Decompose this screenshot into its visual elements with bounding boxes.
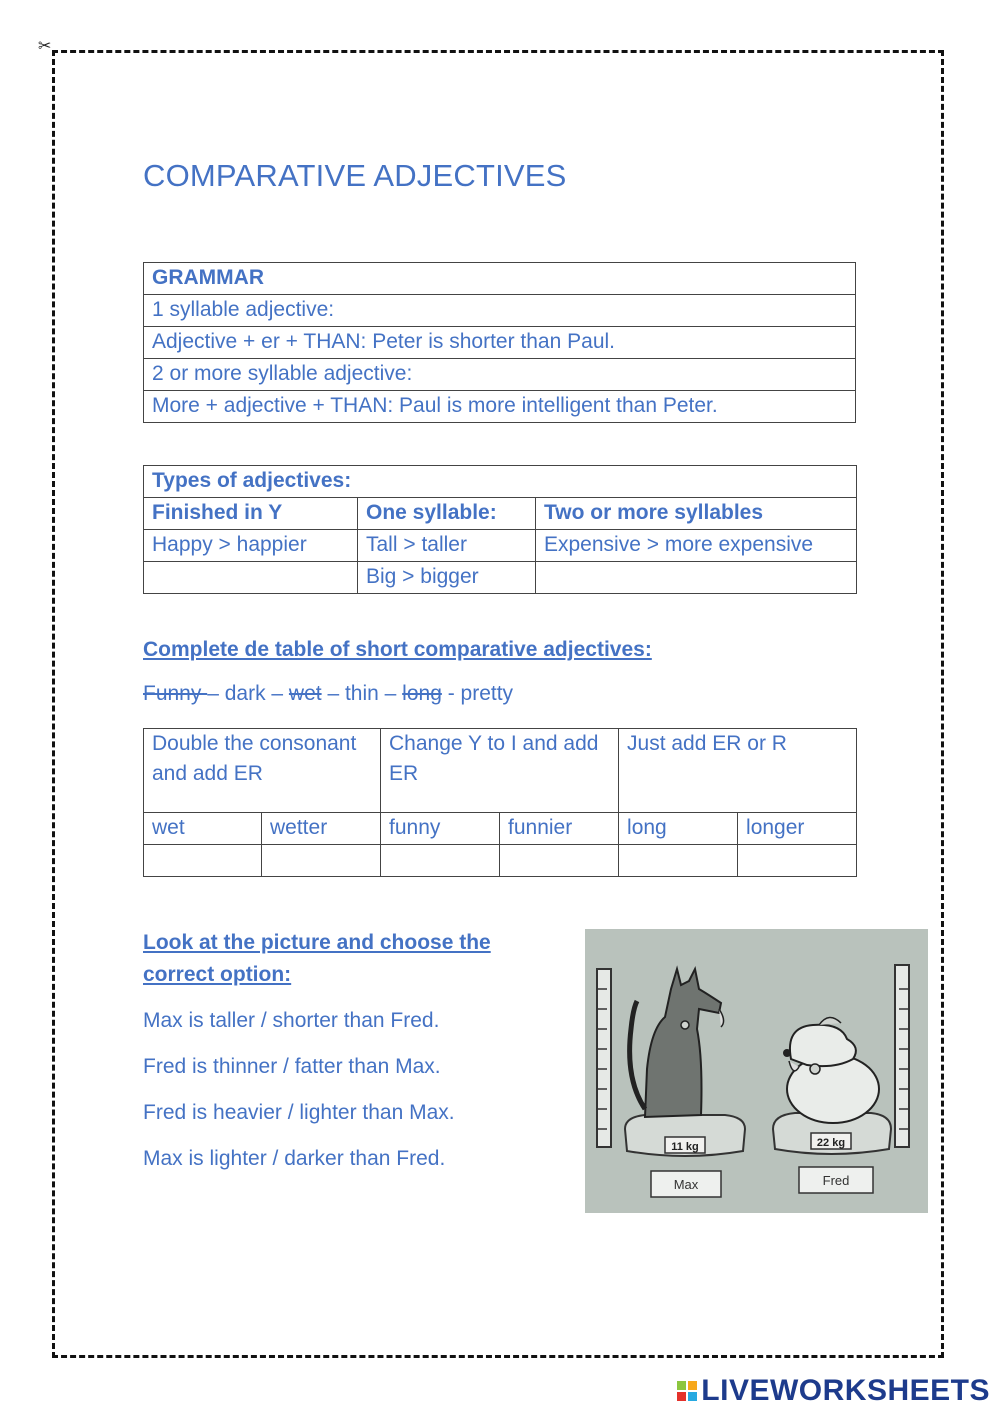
choice-sentence[interactable]: Max is taller / shorter than Fred.	[143, 1009, 440, 1032]
types-title: Types of adjectives:	[144, 466, 857, 498]
word-bank	[143, 682, 513, 706]
word-crossed: long	[402, 682, 442, 705]
rule-header: Just add ER or R	[619, 729, 857, 813]
table-cell: long	[619, 813, 738, 845]
grammar-row: More + adjective + THAN: Paul is more intelligent than Peter.	[144, 391, 856, 423]
grammar-row: Adjective + er + THAN: Peter is shorter than Paul.	[144, 327, 856, 359]
types-cell: Big > bigger	[358, 562, 536, 594]
word-list-part: - pretty	[441, 682, 514, 705]
table-cell: funnier	[500, 813, 619, 845]
word-list-part: – thin –	[321, 682, 403, 705]
scissors-icon: ✂	[38, 36, 52, 55]
types-cell	[144, 562, 358, 594]
fred-plate-label: Fred	[822, 1173, 850, 1188]
max-plate-label: Max	[673, 1177, 699, 1192]
word-list-part: – dark –	[207, 682, 289, 705]
sentence-list	[143, 1006, 455, 1190]
liveworksheets-logo	[677, 1374, 990, 1408]
table-cell: funny	[381, 813, 500, 845]
choice-sentence[interactable]: Max is lighter / darker than Fred.	[143, 1147, 446, 1170]
types-cell: Happy > happier	[144, 530, 358, 562]
table-cell: wet	[144, 813, 262, 845]
rule-header: Change Y to I and add ER	[381, 729, 619, 813]
answer-cell[interactable]	[738, 845, 857, 877]
types-cell: Expensive > more expensive	[536, 530, 857, 562]
grammar-row: 2 or more syllable adjective:	[144, 359, 856, 391]
word-crossed: wet	[288, 682, 322, 705]
max-weight-label: 11 kg	[671, 1141, 699, 1153]
grammar-table	[143, 262, 856, 423]
word-crossed: Funny	[143, 682, 208, 705]
fred-weight-label: 22 kg	[816, 1137, 846, 1149]
logo-blocks-icon	[677, 1381, 697, 1401]
complete-table	[143, 728, 857, 877]
types-cell	[536, 562, 857, 594]
answer-cell[interactable]	[262, 845, 381, 877]
types-header: Two or more syllables	[536, 498, 857, 530]
complete-heading: Complete de table of short comparative adjectives:	[143, 638, 652, 661]
page-title: COMPARATIVE ADJECTIVES	[143, 158, 567, 193]
answer-cell[interactable]	[500, 845, 619, 877]
rule-header: Double the consonant and add ER	[144, 729, 381, 813]
answer-cell[interactable]	[619, 845, 738, 877]
choice-sentence[interactable]: Fred is thinner / fatter than Max.	[143, 1055, 441, 1078]
choice-sentence[interactable]: Fred is heavier / lighter than Max.	[143, 1101, 455, 1124]
types-header: Finished in Y	[144, 498, 358, 530]
dogs-illustration	[585, 929, 928, 1213]
answer-cell[interactable]	[144, 845, 262, 877]
types-table	[143, 465, 857, 594]
table-cell: wetter	[262, 813, 381, 845]
types-cell: Tall > taller	[358, 530, 536, 562]
picture-heading: Look at the picture and choose the correct option:	[143, 931, 491, 986]
table-cell: longer	[738, 813, 857, 845]
answer-cell[interactable]	[381, 845, 500, 877]
types-header: One syllable:	[358, 498, 536, 530]
grammar-row: 1 syllable adjective:	[144, 295, 856, 327]
logo-text: LIVEWORKSHEETS	[701, 1374, 990, 1407]
dogs-picture	[585, 929, 928, 1213]
grammar-heading: GRAMMAR	[144, 263, 856, 295]
